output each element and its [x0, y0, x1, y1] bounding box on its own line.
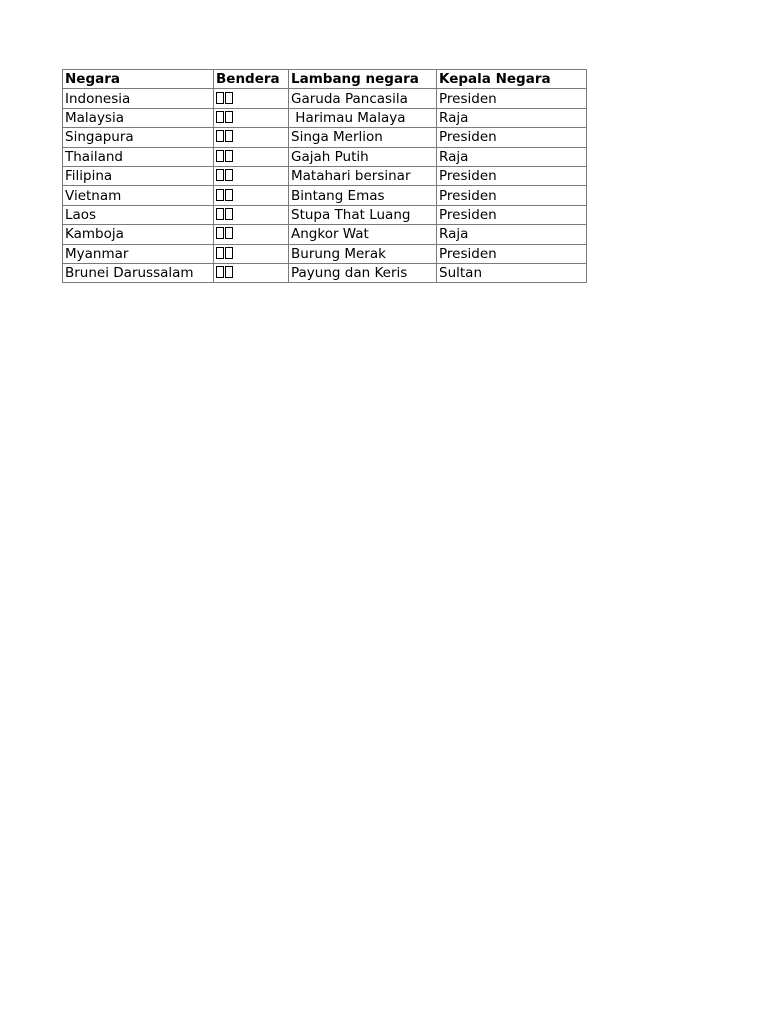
flag-glyph-box-icon [216, 169, 224, 181]
table-row [63, 225, 587, 244]
flag-glyph-box-icon [225, 150, 233, 162]
table-row [63, 244, 587, 263]
cell-kepala-negara: Presiden [437, 205, 587, 224]
cell-negara: Brunei Darussalam [63, 263, 214, 282]
cell-lambang-negara: Stupa That Luang [289, 205, 437, 224]
flag-emoji-text [216, 90, 217, 91]
flag-glyph-box-icon [216, 189, 224, 201]
flag-emoji-text [216, 128, 217, 129]
header-row [63, 70, 587, 89]
cell-negara: Indonesia [63, 89, 214, 108]
cell-bendera [214, 263, 289, 282]
cell-lambang-negara: Gajah Putih [289, 147, 437, 166]
cell-kepala-negara: Presiden [437, 89, 587, 108]
flag-glyph-box-icon [225, 266, 233, 278]
asean-country-table [62, 69, 587, 283]
cell-negara: Thailand [63, 147, 214, 166]
flag-glyph-box-icon [225, 130, 233, 142]
table-row [63, 205, 587, 224]
flag-emoji-text [216, 167, 217, 168]
flag-emoji-text [216, 225, 217, 226]
table-row [63, 263, 587, 282]
cell-negara: Laos [63, 205, 214, 224]
flag-glyph-box-icon [225, 111, 233, 123]
cell-negara: Kamboja [63, 225, 214, 244]
cell-lambang-negara: Harimau Malaya [289, 108, 437, 127]
flag-emoji-text [216, 206, 217, 207]
cell-negara: Filipina [63, 166, 214, 185]
cell-bendera [214, 108, 289, 127]
spreadsheet-page [62, 69, 587, 283]
cell-kepala-negara: Presiden [437, 244, 587, 263]
table-row [63, 186, 587, 205]
flag-glyph-box-icon [225, 227, 233, 239]
cell-kepala-negara: Raja [437, 225, 587, 244]
cell-kepala-negara: Presiden [437, 166, 587, 185]
table-row [63, 89, 587, 108]
cell-bendera [214, 147, 289, 166]
cell-kepala-negara: Presiden [437, 128, 587, 147]
cell-bendera [214, 89, 289, 108]
cell-lambang-negara: Angkor Wat [289, 225, 437, 244]
cell-bendera [214, 244, 289, 263]
flag-glyph-box-icon [225, 92, 233, 104]
header-lambang-negara: Lambang negara [289, 70, 437, 89]
cell-kepala-negara: Sultan [437, 263, 587, 282]
table-row [63, 166, 587, 185]
cell-lambang-negara: Payung dan Keris [289, 263, 437, 282]
flag-glyph-box-icon [225, 189, 233, 201]
cell-kepala-negara: Raja [437, 147, 587, 166]
flag-glyph-box-icon [216, 130, 224, 142]
flag-glyph-box-icon [225, 208, 233, 220]
flag-glyph-box-icon [216, 92, 224, 104]
table-row [63, 128, 587, 147]
header-kepala-negara: Kepala Negara [437, 70, 587, 89]
cell-kepala-negara: Presiden [437, 186, 587, 205]
cell-bendera [214, 186, 289, 205]
cell-negara: Singapura [63, 128, 214, 147]
cell-negara: Myanmar [63, 244, 214, 263]
cell-lambang-negara: Burung Merak [289, 244, 437, 263]
table-row [63, 108, 587, 127]
header-negara: Negara [63, 70, 214, 89]
cell-negara: Malaysia [63, 108, 214, 127]
flag-glyph-box-icon [216, 208, 224, 220]
cell-lambang-negara: Singa Merlion [289, 128, 437, 147]
cell-bendera [214, 166, 289, 185]
table-row [63, 147, 587, 166]
cell-kepala-negara: Raja [437, 108, 587, 127]
flag-glyph-box-icon [225, 247, 233, 259]
cell-lambang-negara: Bintang Emas [289, 186, 437, 205]
flag-emoji-text [216, 264, 217, 265]
flag-glyph-box-icon [225, 169, 233, 181]
flag-emoji-text [216, 187, 217, 188]
flag-emoji-text [216, 148, 217, 149]
flag-glyph-box-icon [216, 227, 224, 239]
flag-glyph-box-icon [216, 150, 224, 162]
cell-bendera [214, 128, 289, 147]
cell-lambang-negara: Matahari bersinar [289, 166, 437, 185]
flag-glyph-box-icon [216, 111, 224, 123]
flag-glyph-box-icon [216, 247, 224, 259]
cell-negara: Vietnam [63, 186, 214, 205]
header-bendera: Bendera [214, 70, 289, 89]
cell-bendera [214, 225, 289, 244]
flag-emoji-text [216, 245, 217, 246]
flag-emoji-text [216, 109, 217, 110]
cell-bendera [214, 205, 289, 224]
flag-glyph-box-icon [216, 266, 224, 278]
cell-lambang-negara: Garuda Pancasila [289, 89, 437, 108]
